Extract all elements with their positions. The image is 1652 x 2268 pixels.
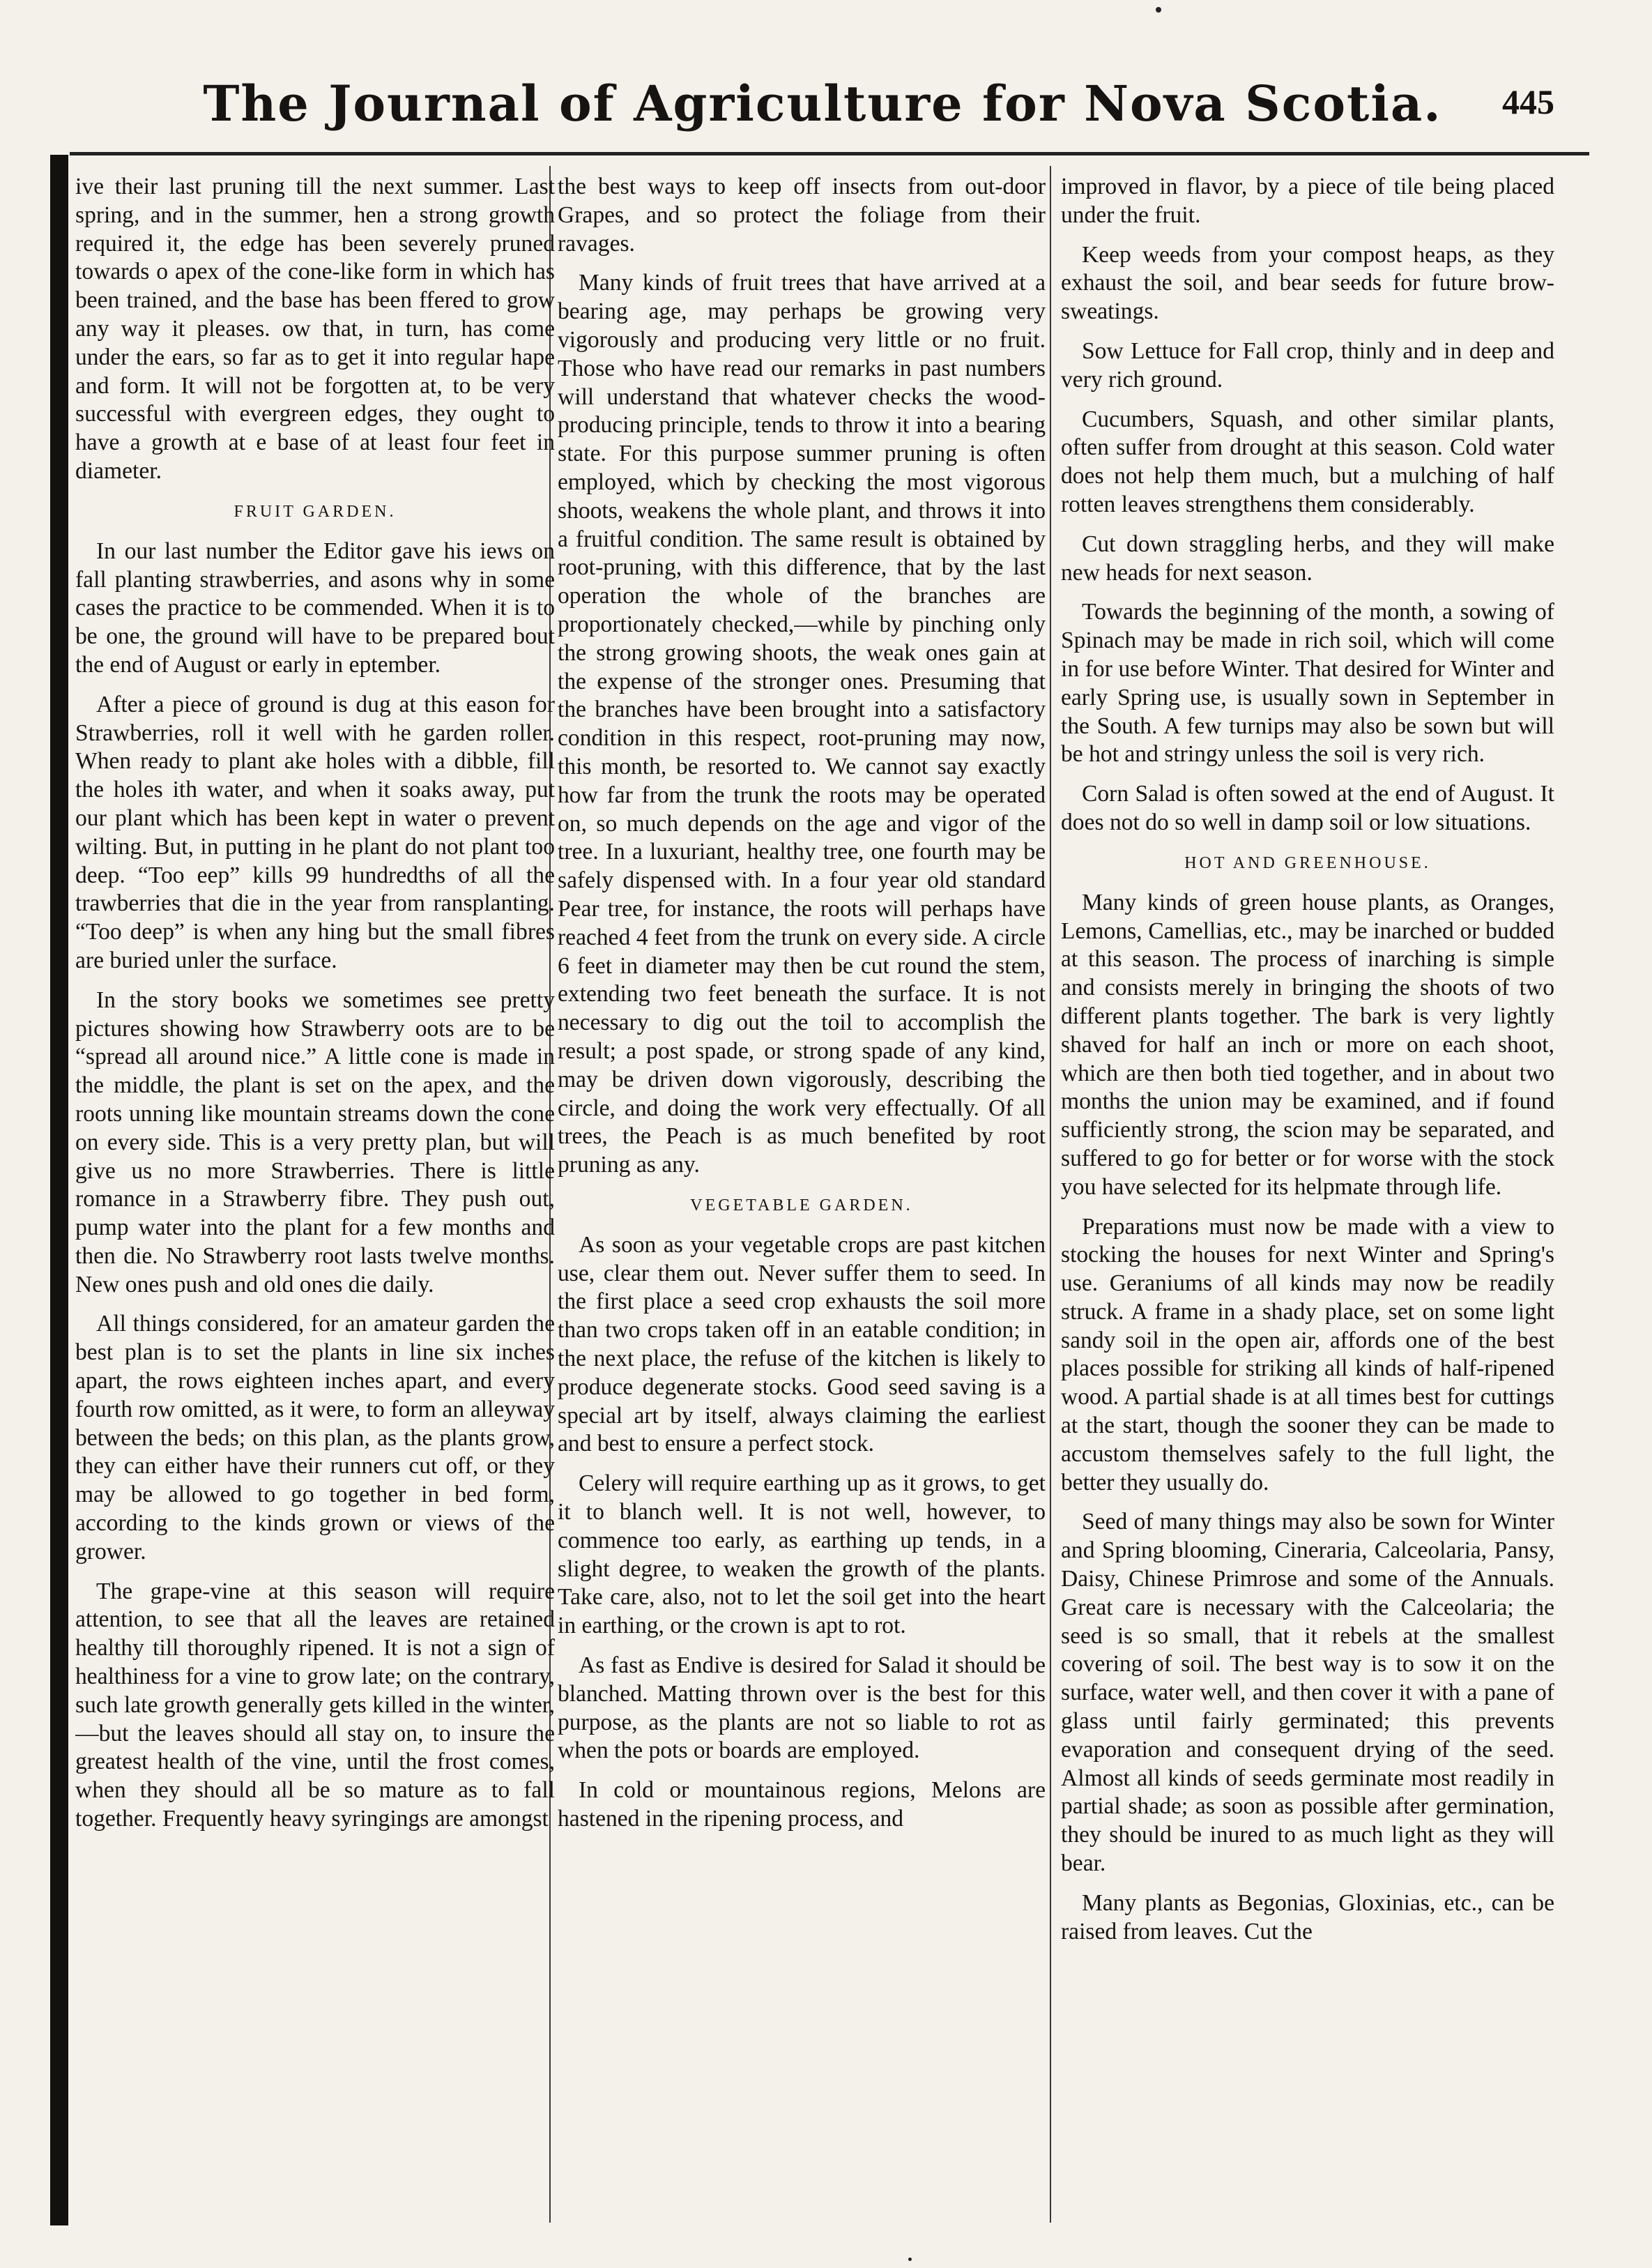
paragraph: After a piece of ground is dug at this eason for Strawberries, roll it well with he garden roller. When ready to plant ake holes with a dibble, fill the holes ith water, and when it soaks away, put our plant which has been kept in water o prevent wilting. But, in putting in he plant do not plant too deep. “Too eep” kills 99 hundredths of all the trawberries that die in the year from ransplanting. “Too deep” is when any hing but the small fibres are buried unler the surface.	[75, 691, 555, 973]
paragraph: In the story books we sometimes see pretty pictures showing how Strawberry oots are to be “spread all around nice.” A little cone is made in the middle, the plant is set on the apex, and the roots unning like mountain streams down the cone on every side. This is a very pretty plan, but will give us no more Strawberries. There is little romance in a Strawberry fibre. They push out, pump water into the plant for a few months and then die. No Strawberry root lasts twelve months. New ones push and old ones die daily.	[75, 987, 555, 1297]
column-divider	[1050, 166, 1051, 2223]
paragraph: Keep weeds from your compost heaps, as they exhaust the soil, and bear seeds for future brow-sweatings.	[1061, 241, 1554, 325]
paragraph: improved in flavor, by a piece of tile being placed under the fruit.	[1061, 174, 1554, 228]
paragraph: Cut down straggling herbs, and they will make new heads for next season.	[1061, 531, 1554, 586]
paragraph: All things considered, for an amateur garden the best plan is to set the plants in line six inches apart, the rows eighteen inches apart, and every fourth row omitted, as it were, to form an alleyway between the beds; on this plan, as the plants grow, they can either have their runners cut off, or they may be allowed to go together in bed form, according to the kinds grown or views of the grower.	[75, 1311, 555, 1565]
paragraph: The grape-vine at this season will require attention, to see that all the leaves are retained healthy till thoroughly ripened. It is not a sign of healthiness for a vine to grow late; on the contrary, such late growth generally gets killed in the winter,—but the leaves should all stay on, to insure the greatest health of the vine, until the frost comes, when they should all be so mature as to fall together. Frequently heavy syringings are amongst	[75, 1578, 555, 1832]
paragraph: Celery will require earthing up as it grows, to get it to blanch well. It is not well, however, to commence too early, as earthing up tends, in a slight degree, to weaken the growth of the plants. Take care, also, not to let the soil get into the heart in earthing, or the crown is apt to rot.	[558, 1470, 1046, 1639]
paragraph: Cucumbers, Squash, and other similar plants, often suffer from drought at this season. Cold water does not help them much, but a mulching of half rotten leaves strengthens them considerably.	[1061, 406, 1554, 517]
section-heading-vegetable-garden: VEGETABLE GARDEN.	[690, 1196, 913, 1215]
paragraph: Corn Salad is often sowed at the end of August. It does not do so well in damp soil or low situations.	[1061, 781, 1554, 835]
section-heading-hot-and-greenhouse: HOT AND GREENHOUSE.	[1184, 853, 1431, 872]
paragraph: In our last number the Editor gave his iews on fall planting strawberries, and asons why in some cases the practice to be commended. When it is to be one, the ground will have to be prepared bout the end of August or early in eptember.	[75, 538, 555, 678]
paragraph: As fast as Endive is desired for Salad it should be blanched. Matting thrown over is the best for this purpose, as the plants are not so liable to rot as when the pots or boards are employed.	[558, 1652, 1046, 1764]
page-header	[77, 66, 1568, 150]
paragraph: Seed of many things may also be sown for Winter and Spring blooming, Cineraria, Calceolaria, Pansy, Daisy, Chinese Primrose and some of the Annuals. Great care is necessary with the Calceolaria; the seed is so small, that it rebels at the smallest covering of soil. The best way is to sow it on the surface, water well, and then cover it with a pane of glass until fairly germinated; this prevents evaporation and consequent drying of the seed. Almost all kinds of seeds germinate most readily in partial shade; as soon as possible after germination, they should be inured to as much light as they will bear.	[1061, 1509, 1554, 1877]
paragraph: Many kinds of fruit trees that have arrived at a bearing age, may perhaps be growing very vigorously and producing very little or no fruit. Those who have read our remarks in past numbers will understand that whatever checks the wood-producing principle, tends to throw it into a bearing state. For this purpose summer pruning is often employed, which by checking the most vigorous shoots, weakens the whole plant, and throws it into a fruitful condition. The same result is obtained by root-pruning, with this difference, that by the last operation the whole of the branches are proportionately checked,—while by pinching only the strong growing shoots, the weak ones gain at the expense of the stronger ones. Presuming that the branches have been brought into a satisfactory condition in this respect, root-pruning may now, this month, be resorted to. We cannot say exactly how far from the trunk the roots may be operated on, so much depends on the age and vigor of the tree. In a luxuriant, healthy tree, one fourth may be safely dispensed with. In a four year old standard Pear tree, for instance, the roots will perhaps have reached 4 feet from the trunk on every side. A circle 6 feet in diameter may then be cut round the stem, extending two feet beneath the surface. It is not necessary to dig out the toil to accomplish the result; a post spade, or strong spade of any kind, may be driven down vigorously, describing the circle, and doing the work very effectually. Of all trees, the Peach is as much benefited by root pruning as any.	[558, 270, 1046, 1178]
column-2	[558, 173, 1046, 2216]
paragraph: As soon as your vegetable crops are past kitchen use, clear them out. Never suffer them to seed. In the first place a seed crop exhausts the soil more than two crops taken off in an eatable condition; in the next place, the refuse of the kitchen is likely to produce degenerate stocks. Good seed saving is a special art by itself, always claiming the earliest and best to ensure a perfect stock.	[558, 1231, 1046, 1457]
journal-title: The Journal of Agriculture for Nova Scotia.	[203, 75, 1442, 132]
page-number: 445	[1502, 82, 1554, 121]
paragraph: Many kinds of green house plants, as Oranges, Lemons, Camellias, etc., may be inarched or budded at this season. The process of inarching is simple and consists merely in bringing the shoots of two different plants together. The bark is very lightly shaved for half an inch or more on each shoot, which are then both tied together, and in about two months the union may be examined, and if found sufficiently strong, the scion may be separated, and suffered to go for better or for worse with the stock you have selected for its helpmate through life.	[1061, 889, 1554, 1200]
paragraph: the best ways to keep off insects from out-door Grapes, and so protect the foliage from their ravages.	[558, 174, 1046, 257]
paragraph: Towards the beginning of the month, a sowing of Spinach may be made in rich soil, which will come in for use before Winter. That desired for Winter and early Spring use, is usually sown in September in the South. A few turnips may also be sown but will be hot and stringy unless the soil is very rich.	[1061, 599, 1554, 768]
page-speck	[1156, 7, 1161, 13]
paragraph: ive their last pruning till the next summer. Last spring, and in the summer, hen a strong growth required it, the edge has been severely pruned towards o apex of the cone-like form in which has been trained, and the base has been ffered to grow any way it pleases. ow that, in turn, has come under the ears, so far as to get it into regular hape and form. It will not be forgotten at, to be very successful with evergreen edges, they ought to have a growth at e base of at least four feet in diameter.	[75, 174, 555, 484]
paragraph: Sow Lettuce for Fall crop, thinly and in deep and very rich ground.	[1061, 337, 1554, 393]
paragraph: Preparations must now be made with a view to stocking the houses for next Winter and Spring's use. Geraniums of all kinds may now be readily struck. A frame in a shady place, set on some light sandy soil in the open air, affords one of the best places possible for striking all kinds of half-ripened wood. A partial shade is at all times best for cuttings at the start, though the sooner they can be made to accustom themselves safely to the full light, the better they usually do.	[1061, 1213, 1554, 1495]
section-heading-fruit-garden: FRUIT GARDEN.	[234, 502, 397, 521]
page-speck	[908, 2258, 912, 2261]
binding-edge	[50, 155, 68, 2225]
header-rule	[70, 152, 1589, 155]
paragraph: Many plants as Begonias, Gloxinias, etc., can be raised from leaves. Cut the	[1061, 1889, 1554, 1944]
column-3	[1061, 173, 1554, 2216]
paragraph: In cold or mountainous regions, Melons are hastened in the ripening process, and	[558, 1777, 1046, 1832]
column-1	[75, 173, 555, 2216]
